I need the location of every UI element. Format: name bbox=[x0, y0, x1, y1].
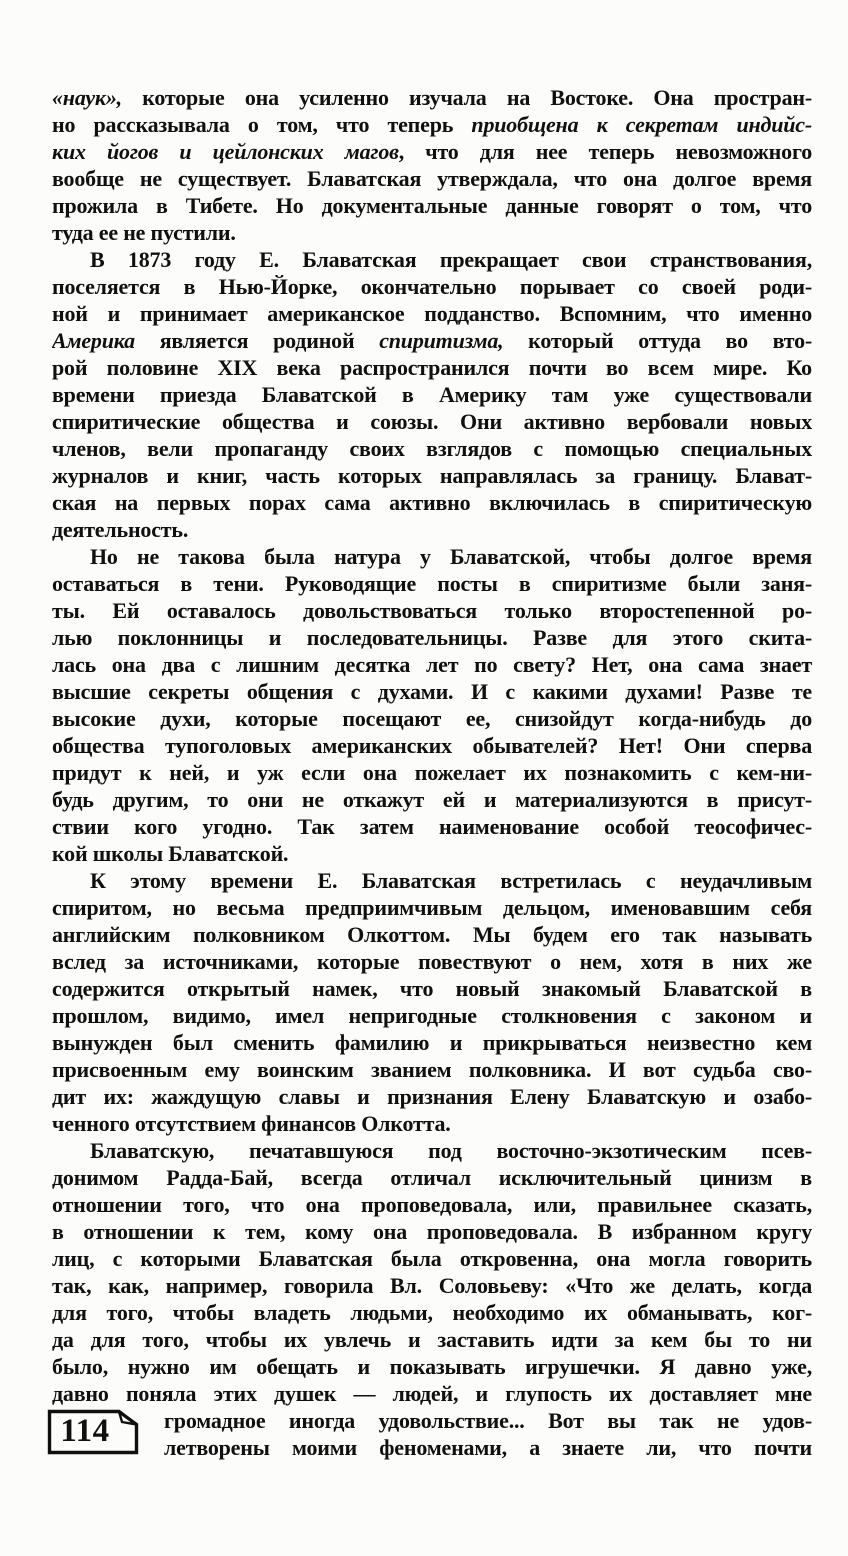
text-run: давно поняла этих душек — людей, и глупость их доставляет мне bbox=[52, 1381, 812, 1406]
footer-row bbox=[52, 1407, 812, 1461]
text-line bbox=[52, 138, 812, 165]
text-line bbox=[52, 705, 812, 732]
text-line bbox=[52, 1029, 812, 1056]
text-line bbox=[52, 840, 812, 867]
text-line bbox=[52, 192, 812, 219]
text-line bbox=[52, 1110, 812, 1137]
text-run: содержится открытый намек, что новый знакомый Блаватской в bbox=[52, 976, 812, 1001]
text-run: вообще не существует. Блаватская утверждала, что она долгое время bbox=[52, 166, 812, 191]
text-run: ская на первых порах сама активно включилась в спиритическую bbox=[52, 490, 812, 515]
text-line bbox=[52, 408, 812, 435]
text-run: было, нужно им обещать и показывать игрушечки. Я давно уже, bbox=[52, 1354, 812, 1379]
text-line bbox=[52, 300, 812, 327]
text-run: вынужден был сменить фамилию и прикрываться неизвестно кем bbox=[52, 1030, 812, 1055]
text-run: В 1873 году Е. Блаватская прекращает свои странствования, bbox=[90, 247, 812, 272]
text-line bbox=[52, 732, 812, 759]
paragraph bbox=[52, 543, 812, 867]
text-run: ченного отсутствием финансов Олкотта. bbox=[52, 1111, 451, 1136]
text-line bbox=[52, 597, 812, 624]
text-line bbox=[52, 921, 812, 948]
text-run: для того, чтобы владеть людьми, необходимо их обманывать, ког- bbox=[52, 1300, 812, 1325]
text-line bbox=[52, 219, 812, 246]
text-line bbox=[52, 489, 812, 516]
text-run: общества тупоголовых американских обывателей? Нет! Они сперва bbox=[52, 733, 812, 758]
text-run: Но не такова была натура у Блаватской, чтобы долгое время bbox=[90, 544, 812, 569]
text-run: английским полковником Олкоттом. Мы будем его так называть bbox=[52, 922, 812, 947]
italic-text-run: «наук», bbox=[52, 85, 122, 110]
text-run: лью поклонницы и последовательницы. Разве для этого скита- bbox=[52, 625, 812, 650]
text-line bbox=[52, 462, 812, 489]
paragraph bbox=[52, 84, 812, 246]
text-line bbox=[52, 1245, 812, 1272]
text-line bbox=[52, 543, 812, 570]
italic-text-run: Америка bbox=[52, 328, 135, 353]
text-run: летворены моими феноменами, а знаете ли, что почти bbox=[164, 1435, 812, 1460]
text-line bbox=[52, 84, 812, 111]
text-run: который оттуда во вто- bbox=[503, 328, 812, 353]
text-run: К этому времени Е. Блаватская встретилась с неудачливым bbox=[90, 868, 812, 893]
text-run: лась она два с лишним десятка лет по свету? Нет, она сама знает bbox=[52, 652, 812, 677]
text-line bbox=[52, 435, 812, 462]
text-run: спиритом, но весьма предприимчивым дельцом, именовавшим себя bbox=[52, 895, 812, 920]
text-line bbox=[52, 1353, 812, 1380]
italic-text-run: ких йогов и цейлонских магов bbox=[52, 139, 399, 164]
text-run: так, как, например, говорила Вл. Соловьеву: «Что же делать, когда bbox=[52, 1273, 812, 1298]
text-line bbox=[52, 678, 812, 705]
text-run: прожила в Тибете. Но документальные данные говорят о том, что bbox=[52, 193, 812, 218]
text-run: членов, вели пропаганду своих взглядов с помощью специальных bbox=[52, 436, 812, 461]
text-line bbox=[52, 1137, 812, 1164]
text-run: ты. Ей оставалось довольствоваться только второстепенной ро- bbox=[52, 598, 812, 623]
text-line bbox=[164, 1434, 812, 1461]
text-line bbox=[52, 165, 812, 192]
text-line bbox=[52, 975, 812, 1002]
text-run: но рассказывала о том, что теперь bbox=[52, 112, 472, 137]
text-run: высокие духи, которые посещают ее, снизойдут когда-нибудь до bbox=[52, 706, 812, 731]
text-run: деятельность. bbox=[52, 517, 189, 542]
text-run: будь другим, то они не откажут ей и материализуются в присут- bbox=[52, 787, 812, 812]
text-run: присвоенным ему воинским званием полковника. И вот судьба сво- bbox=[52, 1057, 812, 1082]
text-line bbox=[52, 759, 812, 786]
text-line bbox=[52, 111, 812, 138]
text-line bbox=[52, 1056, 812, 1083]
text-run: рой половине XIX века распространился почти во всем мире. Ко bbox=[52, 355, 812, 380]
text-run: является родиной bbox=[134, 328, 380, 353]
italic-text-run: спиритизма, bbox=[379, 328, 504, 353]
text-line bbox=[52, 1191, 812, 1218]
text-line bbox=[52, 624, 812, 651]
text-line bbox=[52, 1164, 812, 1191]
text-line bbox=[52, 1002, 812, 1029]
text-run: ствии кого угодно. Так затем наименование особой теософичес- bbox=[52, 814, 812, 839]
paragraph bbox=[52, 1137, 812, 1407]
text-line bbox=[52, 354, 812, 381]
text-run: донимом Радда-Бай, всегда отличал исключительный цинизм в bbox=[52, 1165, 812, 1190]
text-line bbox=[52, 1299, 812, 1326]
page-number: 114 bbox=[60, 1413, 110, 1449]
text-run: оставаться в тени. Руководящие посты в спиритизме были заня- bbox=[52, 571, 812, 596]
footer-continuation bbox=[164, 1407, 812, 1461]
page-number-box bbox=[46, 1408, 140, 1456]
paragraph bbox=[52, 246, 812, 543]
text-line bbox=[52, 246, 812, 273]
text-run: лиц, с которыми Блаватская была откровенна, она могла говорить bbox=[52, 1246, 812, 1271]
text-run: ной и принимает американское подданство. Вспомним, что именно bbox=[52, 301, 812, 326]
text-run: времени приезда Блаватской в Америку там уже существовали bbox=[52, 382, 812, 407]
text-line bbox=[52, 516, 812, 543]
text-run: громадное иногда удовольствие... Вот вы так не удов- bbox=[164, 1408, 812, 1433]
text-line bbox=[52, 273, 812, 300]
text-block bbox=[52, 84, 812, 1461]
text-run: Блаватскую, печатавшуюся под восточно-экзотическим псев- bbox=[90, 1138, 812, 1163]
text-run: придут к ней, и уж если она пожелает их познакомить с кем-ни- bbox=[52, 760, 812, 785]
text-run: спиритические общества и союзы. Они активно вербовали новых bbox=[52, 409, 812, 434]
text-line bbox=[52, 948, 812, 975]
text-run: поселяется в Нью-Йорке, окончательно порывает со своей роди- bbox=[52, 274, 812, 299]
text-line bbox=[52, 786, 812, 813]
text-run: да для того, чтобы их увлечь и заставить идти за кем бы то ни bbox=[52, 1327, 812, 1352]
text-line bbox=[52, 651, 812, 678]
text-run: высшие секреты общения с духами. И с какими духами! Разве те bbox=[52, 679, 812, 704]
text-line bbox=[52, 327, 812, 354]
text-line bbox=[52, 1326, 812, 1353]
text-run: прошлом, видимо, имел непригодные столкновения с законом и bbox=[52, 1003, 812, 1028]
italic-text-run: приобщена к секретам индийс- bbox=[471, 112, 812, 137]
text-line bbox=[52, 867, 812, 894]
text-run: которые она усиленно изучала на Востоке. Она простран- bbox=[121, 85, 812, 110]
text-line bbox=[164, 1407, 812, 1434]
text-line bbox=[52, 570, 812, 597]
text-line bbox=[52, 1272, 812, 1299]
text-run: туда ее не пустили. bbox=[52, 220, 236, 245]
text-line bbox=[52, 894, 812, 921]
text-run: кой школы Блаватской. bbox=[52, 841, 289, 866]
paragraph bbox=[52, 867, 812, 1137]
text-run: в отношении к тем, кому она проповедовала. В избранном кругу bbox=[52, 1219, 812, 1244]
text-line bbox=[52, 1380, 812, 1407]
text-run: отношении того, что она проповедовала, или, правильнее сказать, bbox=[52, 1192, 812, 1217]
text-line bbox=[52, 381, 812, 408]
text-run: , что для нее теперь невозможного bbox=[398, 139, 812, 164]
text-line bbox=[52, 1083, 812, 1110]
text-run: журналов и книг, часть которых направлялась за границу. Блават- bbox=[52, 463, 812, 488]
text-run: дит их: жаждущую славы и признания Елену Блаватскую и озабо- bbox=[52, 1084, 812, 1109]
text-line bbox=[52, 813, 812, 840]
text-run: вслед за источниками, которые повествуют о нем, хотя в них же bbox=[52, 949, 812, 974]
text-line bbox=[52, 1218, 812, 1245]
